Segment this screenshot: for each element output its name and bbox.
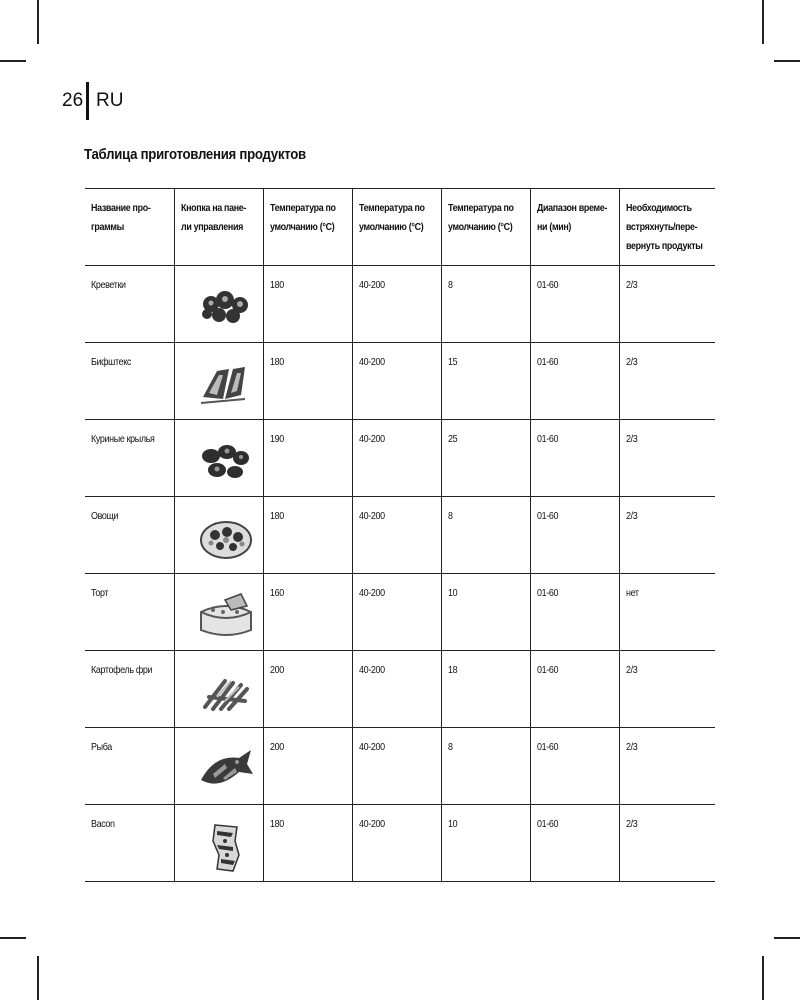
table-header-row bbox=[85, 189, 715, 266]
column-header bbox=[85, 189, 174, 266]
value-cell bbox=[352, 728, 441, 805]
table-row bbox=[85, 728, 715, 805]
value-cell bbox=[530, 343, 619, 420]
panel-button-cell bbox=[174, 343, 263, 420]
crop-mark bbox=[0, 60, 26, 62]
column-header bbox=[263, 189, 352, 266]
value: 40-200 bbox=[358, 433, 385, 445]
value: 40-200 bbox=[358, 741, 385, 753]
panel-button-cell bbox=[174, 728, 263, 805]
value: 01-60 bbox=[536, 587, 558, 599]
crop-mark bbox=[774, 60, 800, 62]
value: 8 bbox=[447, 279, 453, 291]
value-cell bbox=[263, 343, 352, 420]
value-cell bbox=[619, 420, 715, 497]
table-row bbox=[85, 266, 715, 343]
program-name-cell bbox=[85, 266, 174, 343]
value-cell bbox=[263, 574, 352, 651]
value-cell bbox=[352, 266, 441, 343]
table-row bbox=[85, 805, 715, 882]
value-cell bbox=[263, 651, 352, 728]
value: 40-200 bbox=[358, 664, 385, 676]
value: 01-60 bbox=[536, 279, 558, 291]
table-row bbox=[85, 420, 715, 497]
value-cell bbox=[530, 266, 619, 343]
program-name: Овощи bbox=[91, 510, 119, 522]
crop-mark bbox=[37, 956, 39, 1000]
value: 180 bbox=[269, 818, 284, 830]
value: 8 bbox=[447, 741, 453, 753]
value: 2/3 bbox=[625, 818, 637, 830]
value: 180 bbox=[269, 279, 284, 291]
value-cell bbox=[263, 728, 352, 805]
crop-mark bbox=[0, 937, 26, 939]
value-cell bbox=[530, 574, 619, 651]
column-header-label: Название про-граммы bbox=[91, 202, 151, 233]
cooking-table bbox=[85, 188, 715, 882]
value-cell bbox=[263, 805, 352, 882]
program-name-cell bbox=[85, 420, 174, 497]
page-number-separator bbox=[86, 82, 89, 120]
value: 01-60 bbox=[536, 510, 558, 522]
column-header-label: Температура по умолчанию (°C) bbox=[269, 202, 336, 233]
chicken-wings-icon bbox=[195, 436, 257, 488]
program-name: Бифштекс bbox=[91, 356, 132, 368]
column-header bbox=[352, 189, 441, 266]
value: 10 bbox=[447, 587, 457, 599]
panel-button-cell bbox=[174, 651, 263, 728]
value-cell bbox=[263, 266, 352, 343]
value: 8 bbox=[447, 510, 453, 522]
value-cell bbox=[530, 497, 619, 574]
value: 40-200 bbox=[358, 510, 385, 522]
value-cell bbox=[441, 651, 530, 728]
value: 200 bbox=[269, 741, 284, 753]
value-cell bbox=[619, 343, 715, 420]
value-cell bbox=[352, 574, 441, 651]
value: 2/3 bbox=[625, 356, 637, 368]
value: 2/3 bbox=[625, 664, 637, 676]
vegetables-icon bbox=[195, 513, 257, 565]
value: 180 bbox=[269, 510, 284, 522]
table-row bbox=[85, 497, 715, 574]
program-name: Торт bbox=[91, 587, 109, 599]
program-name-cell bbox=[85, 651, 174, 728]
value-cell bbox=[441, 805, 530, 882]
program-name-cell bbox=[85, 805, 174, 882]
value: 18 bbox=[447, 664, 457, 676]
value: 2/3 bbox=[625, 741, 637, 753]
value-cell bbox=[263, 420, 352, 497]
panel-button-cell bbox=[174, 266, 263, 343]
program-name-cell bbox=[85, 343, 174, 420]
value-cell bbox=[530, 420, 619, 497]
value-cell bbox=[441, 574, 530, 651]
value-cell bbox=[619, 266, 715, 343]
column-header bbox=[174, 189, 263, 266]
crop-mark bbox=[762, 956, 764, 1000]
program-name-cell bbox=[85, 728, 174, 805]
value: 10 bbox=[447, 818, 457, 830]
value-cell bbox=[352, 651, 441, 728]
fish-icon bbox=[195, 744, 257, 796]
value-cell bbox=[619, 651, 715, 728]
value-cell bbox=[263, 497, 352, 574]
value: 2/3 bbox=[625, 279, 637, 291]
crop-mark bbox=[37, 0, 39, 44]
value: 15 bbox=[447, 356, 457, 368]
value-cell bbox=[441, 497, 530, 574]
column-header bbox=[619, 189, 715, 266]
value-cell bbox=[441, 728, 530, 805]
crop-mark bbox=[774, 937, 800, 939]
value-cell bbox=[530, 728, 619, 805]
crop-mark bbox=[762, 0, 764, 44]
bacon-icon bbox=[195, 821, 257, 873]
value: 40-200 bbox=[358, 279, 385, 291]
value-cell bbox=[530, 651, 619, 728]
column-header-label: Диапазон време-ни (мин) bbox=[536, 202, 607, 233]
value: 01-60 bbox=[536, 818, 558, 830]
program-name: Куриные крылья bbox=[91, 433, 155, 445]
page-title: Таблица приготовления продуктов bbox=[84, 146, 306, 163]
program-name-cell bbox=[85, 497, 174, 574]
value: 190 bbox=[269, 433, 284, 445]
value: 01-60 bbox=[536, 356, 558, 368]
value: 2/3 bbox=[625, 510, 637, 522]
shrimp-icon bbox=[195, 282, 257, 334]
program-name-cell bbox=[85, 574, 174, 651]
column-header-label: Температура по умолчанию (°C) bbox=[447, 202, 514, 233]
value: 01-60 bbox=[536, 433, 558, 445]
program-name: Креветки bbox=[91, 279, 126, 291]
column-header-label: Кнопка на пане-ли управления bbox=[180, 202, 246, 233]
value-cell bbox=[441, 266, 530, 343]
value-cell bbox=[352, 805, 441, 882]
panel-button-cell bbox=[174, 574, 263, 651]
value: нет bbox=[625, 587, 639, 599]
column-header bbox=[441, 189, 530, 266]
table-row bbox=[85, 574, 715, 651]
value-cell bbox=[619, 805, 715, 882]
value: 25 bbox=[447, 433, 457, 445]
value: 01-60 bbox=[536, 741, 558, 753]
program-name: Картофель фри bbox=[91, 664, 153, 676]
value-cell bbox=[619, 497, 715, 574]
page-number: 26 bbox=[62, 90, 84, 111]
value: 01-60 bbox=[536, 664, 558, 676]
value: 180 bbox=[269, 356, 284, 368]
program-name: Bacon bbox=[91, 818, 115, 830]
value-cell bbox=[619, 574, 715, 651]
panel-button-cell bbox=[174, 497, 263, 574]
value-cell bbox=[441, 343, 530, 420]
table-row bbox=[85, 651, 715, 728]
column-header-label: Температура по умолчанию (°C) bbox=[358, 202, 425, 233]
value: 160 bbox=[269, 587, 284, 599]
table-row bbox=[85, 343, 715, 420]
french-fries-icon bbox=[195, 667, 257, 719]
steak-icon bbox=[195, 359, 257, 411]
cake-icon bbox=[195, 590, 257, 642]
value-cell bbox=[530, 805, 619, 882]
value-cell bbox=[352, 420, 441, 497]
column-header-label: Необходимость встряхнуть/пере-вернуть продукты bbox=[625, 202, 703, 252]
program-name: Рыба bbox=[91, 741, 112, 753]
value-cell bbox=[352, 497, 441, 574]
value: 40-200 bbox=[358, 356, 385, 368]
value: 200 bbox=[269, 664, 284, 676]
value-cell bbox=[352, 343, 441, 420]
value-cell bbox=[441, 420, 530, 497]
column-header bbox=[530, 189, 619, 266]
language-label: RU bbox=[96, 90, 124, 111]
panel-button-cell bbox=[174, 420, 263, 497]
value: 2/3 bbox=[625, 433, 637, 445]
value: 40-200 bbox=[358, 587, 385, 599]
value: 40-200 bbox=[358, 818, 385, 830]
panel-button-cell bbox=[174, 805, 263, 882]
value-cell bbox=[619, 728, 715, 805]
